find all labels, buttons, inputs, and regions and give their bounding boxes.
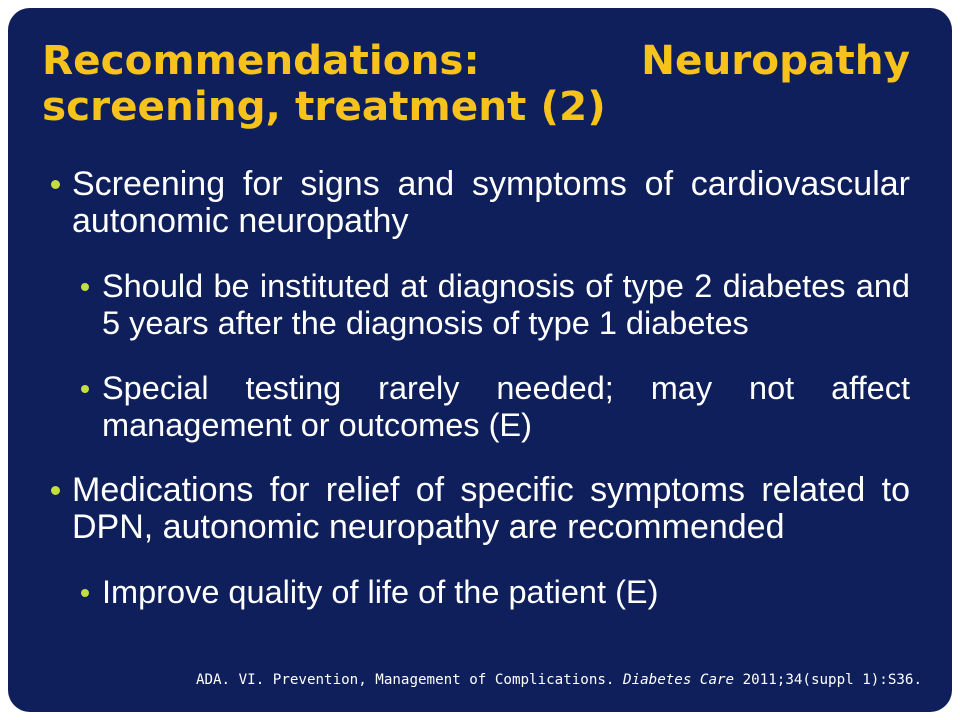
citation: [196, 671, 922, 689]
sub-bullet-item: [102, 574, 910, 611]
slide-title: Recommendations: Neuropathy screening, treatment (2): [42, 36, 910, 130]
sub-bullet-dot-icon: [81, 385, 89, 393]
citation-source: ADA. VI. Prevention, Management of Complications.: [195, 672, 624, 688]
bullet-text: Screening for signs and symptoms of cardiovascular autonomic neuropathy: [72, 165, 910, 240]
sub-bullet-text: Should be instituted at diagnosis of type 2 diabetes and 5 years after the diagnosis of type 1 diabetes: [102, 268, 910, 341]
sub-bullet-item: [102, 370, 910, 444]
sub-bullet-list: [8, 574, 952, 611]
sub-bullet-text: Improve quality of life of the patient (E): [102, 574, 659, 610]
bullet-item: [72, 472, 910, 546]
sub-bullet-dot-icon: [81, 283, 89, 291]
slide: [8, 8, 952, 712]
bullet-dot-icon: [51, 486, 60, 495]
sub-bullet-text: Special testing rarely needed; may not affect management or outcomes (E): [102, 370, 910, 443]
bullet-group: [8, 472, 952, 611]
bullet-list: [8, 166, 952, 611]
sub-bullet-list: [8, 268, 952, 444]
bullet-item: [72, 166, 910, 240]
sub-bullet-dot-icon: [81, 589, 89, 597]
citation-details: 2011;34(suppl 1):S36.: [734, 672, 922, 688]
bullet-text: Medications for relief of specific symptoms related to DPN, autonomic neuropathy are recommended: [72, 471, 910, 546]
bullet-dot-icon: [51, 180, 60, 189]
sub-bullet-item: [102, 268, 910, 342]
bullet-group: [8, 166, 952, 444]
citation-journal: Diabetes Care: [623, 672, 735, 688]
